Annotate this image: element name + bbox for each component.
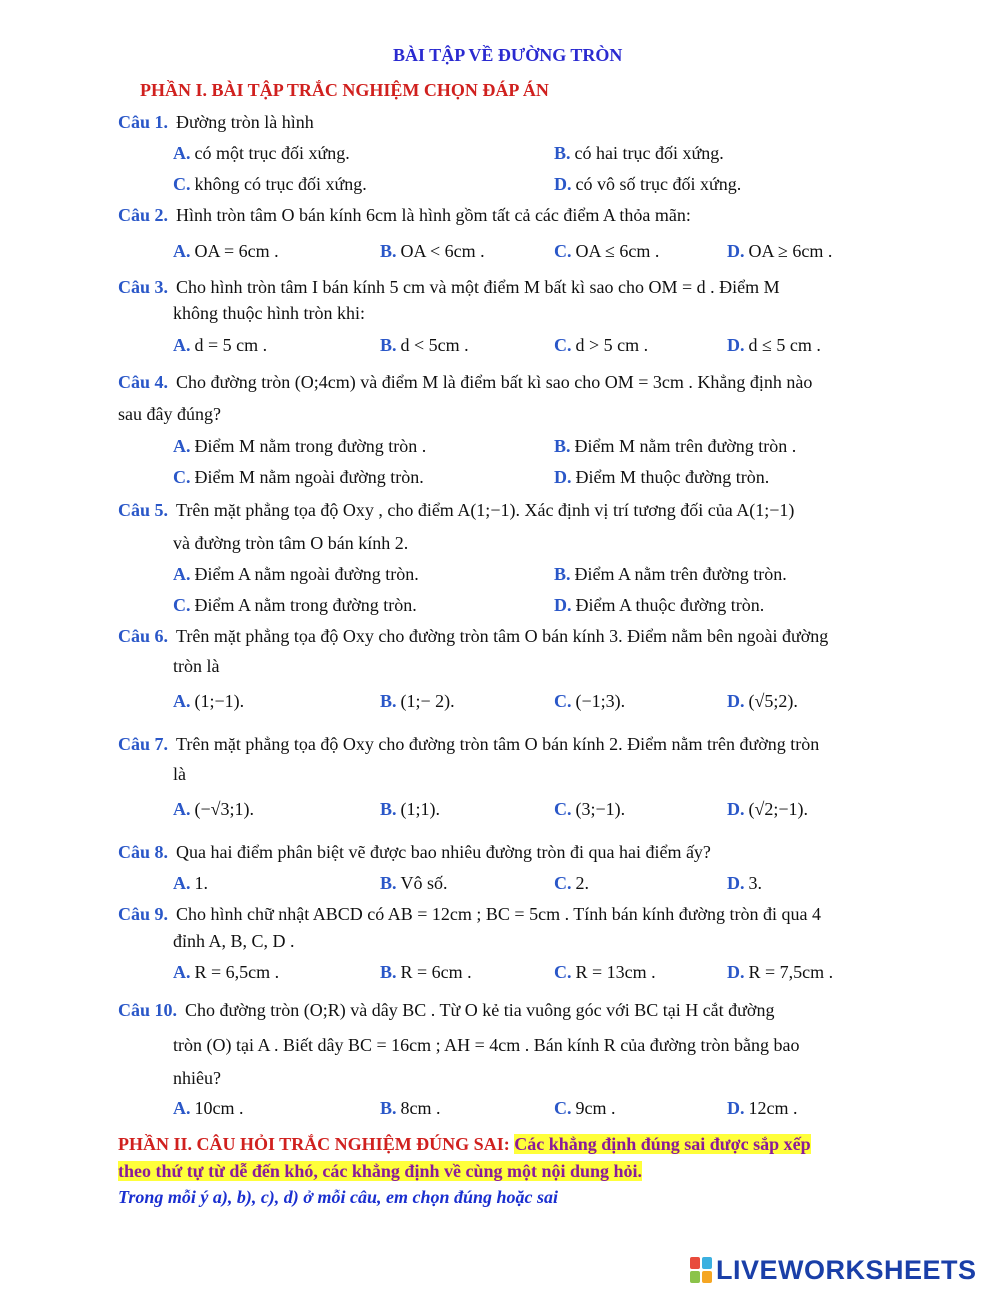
question-3-line2: không thuộc hình tròn khi: — [173, 303, 365, 323]
q4-option-d[interactable]: D. Điểm M thuộc đường tròn. — [554, 467, 770, 487]
q10-option-b[interactable]: B. 8cm . — [380, 1098, 441, 1118]
question-5: Câu 5. Trên mặt phẳng tọa độ Oxy , cho điểm A(1;−1). Xác định vị trí tương đối của A(1;−1) — [118, 500, 795, 520]
q1-option-d[interactable]: D. có vô số trục đối xứng. — [554, 174, 742, 194]
q5-option-d[interactable]: D. Điểm A thuộc đường tròn. — [554, 595, 765, 615]
q4-option-c[interactable]: C. Điểm M nằm ngoài đường tròn. — [173, 467, 424, 487]
q9-option-c[interactable]: C. R = 13cm . — [554, 962, 656, 982]
question-6-line2: tròn là — [173, 656, 220, 676]
q10-option-c[interactable]: C. 9cm . — [554, 1098, 616, 1118]
part2-heading — [118, 1133, 811, 1155]
question-3: Câu 3. Cho hình tròn tâm I bán kính 5 cm và một điểm M bất kì sao cho OM = d . Điểm M — [118, 277, 780, 297]
question-10: Câu 10. Cho đường tròn (O;R) và dây BC . Từ O kẻ tia vuông góc với BC tại H cắt đường — [118, 1000, 775, 1020]
question-text: Đường tròn là hình — [176, 112, 314, 132]
q8-option-b[interactable]: B. Vô số. — [380, 873, 448, 893]
q5-option-c[interactable]: C. Điểm A nằm trong đường tròn. — [173, 595, 417, 615]
question-number: Câu 1. — [118, 112, 169, 132]
q3-option-d[interactable]: D. d ≤ 5 cm . — [727, 335, 821, 355]
part2-label: PHẦN II. CÂU HỎI TRẮC NGHIỆM ĐÚNG SAI: — [118, 1134, 510, 1154]
part1-heading: PHẦN I. BÀI TẬP TRẮC NGHIỆM CHỌN ĐÁP ÁN — [140, 80, 549, 100]
question-6: Câu 6. Trên mặt phẳng tọa độ Oxy cho đường tròn tâm O bán kính 3. Điểm nằm bên ngoài đường — [118, 626, 829, 646]
liveworksheets-logo — [690, 1255, 977, 1285]
question-10-line2: tròn (O) tại A . Biết dây BC = 16cm ; AH = 4cm . Bán kính R của đường tròn bằng bao — [173, 1035, 800, 1055]
q9-option-d[interactable]: D. R = 7,5cm . — [727, 962, 834, 982]
question-7-line2: là — [173, 764, 186, 784]
q7-option-c[interactable]: C. (3;−1). — [554, 799, 626, 819]
q3-option-a[interactable]: A. d = 5 cm . — [173, 335, 268, 355]
q8-option-a[interactable]: A. 1. — [173, 873, 208, 893]
q7-option-a[interactable]: A. (−√3;1). — [173, 799, 255, 819]
q9-option-b[interactable]: B. R = 6cm . — [380, 962, 472, 982]
part2-highlight-1: Các khẳng định đúng sai được sắp xếp — [514, 1134, 811, 1154]
q6-option-b[interactable]: B. (1;− 2). — [380, 691, 455, 711]
question-4: Câu 4. Cho đường tròn (O;4cm) và điểm M là điểm bất kì sao cho OM = 3cm . Khẳng định nào — [118, 372, 813, 392]
q2-option-b[interactable]: B. OA < 6cm . — [380, 241, 485, 261]
q4-option-b[interactable]: B. Điểm M nằm trên đường tròn . — [554, 436, 797, 456]
question-8: Câu 8. Qua hai điểm phân biệt vẽ được bao nhiêu đường tròn đi qua hai điểm ấy? — [118, 842, 711, 862]
q2-option-a[interactable]: A. OA = 6cm . — [173, 241, 279, 261]
q9-option-a[interactable]: A. R = 6,5cm . — [173, 962, 280, 982]
q7-option-b[interactable]: B. (1;1). — [380, 799, 441, 819]
question-1 — [118, 111, 314, 133]
q10-option-d[interactable]: D. 12cm . — [727, 1098, 798, 1118]
q3-option-b[interactable]: B. d < 5cm . — [380, 335, 469, 355]
q6-option-d[interactable]: D. (√5;2). — [727, 691, 798, 711]
logo-mark-icon — [690, 1257, 712, 1283]
page-title: BÀI TẬP VỀ ĐƯỜNG TRÒN — [393, 45, 623, 65]
q1-option-a[interactable]: A. có một trục đối xứng. — [173, 143, 350, 163]
q2-option-c[interactable]: C. OA ≤ 6cm . — [554, 241, 660, 261]
q8-option-c[interactable]: C. 2. — [554, 873, 589, 893]
q7-option-d[interactable]: D. (√2;−1). — [727, 799, 809, 819]
question-2: Câu 2. Hình tròn tâm O bán kính 6cm là hình gồm tất cả các điểm A thỏa mãn: — [118, 205, 691, 225]
q4-option-a[interactable]: A. Điểm M nằm trong đường tròn . — [173, 436, 427, 456]
q8-option-d[interactable]: D. 3. — [727, 873, 762, 893]
question-9: Câu 9. Cho hình chữ nhật ABCD có AB = 12cm ; BC = 5cm . Tính bán kính đường tròn đi qua 4 — [118, 904, 821, 924]
q5-option-b[interactable]: B. Điểm A nằm trên đường tròn. — [554, 564, 787, 584]
q2-option-d[interactable]: D. OA ≥ 6cm . — [727, 241, 833, 261]
question-5-line2: và đường tròn tâm O bán kính 2. — [173, 533, 409, 553]
q5-option-a[interactable]: A. Điểm A nằm ngoài đường tròn. — [173, 564, 419, 584]
q6-option-a[interactable]: A. (1;−1). — [173, 691, 245, 711]
question-9-line2: đỉnh A, B, C, D . — [173, 931, 295, 951]
question-10-line3: nhiêu? — [173, 1068, 221, 1088]
part2-note: Trong mỗi ý a), b), c), d) ở mỗi câu, em chọn đúng hoặc sai — [118, 1187, 558, 1207]
q10-option-a[interactable]: A. 10cm . — [173, 1098, 244, 1118]
logo-text: LIVEWORKSHEETS — [716, 1254, 977, 1285]
q1-option-b[interactable]: B. có hai trục đối xứng. — [554, 143, 724, 163]
q1-option-c[interactable]: C. không có trục đối xứng. — [173, 174, 367, 194]
q6-option-c[interactable]: C. (−1;3). — [554, 691, 626, 711]
part2-highlight-2: theo thứ tự từ dễ đến khó, các khẳng định về cùng một nội dung hỏi. — [118, 1161, 643, 1181]
question-7: Câu 7. Trên mặt phẳng tọa độ Oxy cho đường tròn tâm O bán kính 2. Điểm nằm trên đường tròn — [118, 734, 820, 754]
q3-option-c[interactable]: C. d > 5 cm . — [554, 335, 649, 355]
question-4-line2: sau đây đúng? — [118, 404, 221, 424]
part2-highlight-2-line — [118, 1160, 642, 1182]
